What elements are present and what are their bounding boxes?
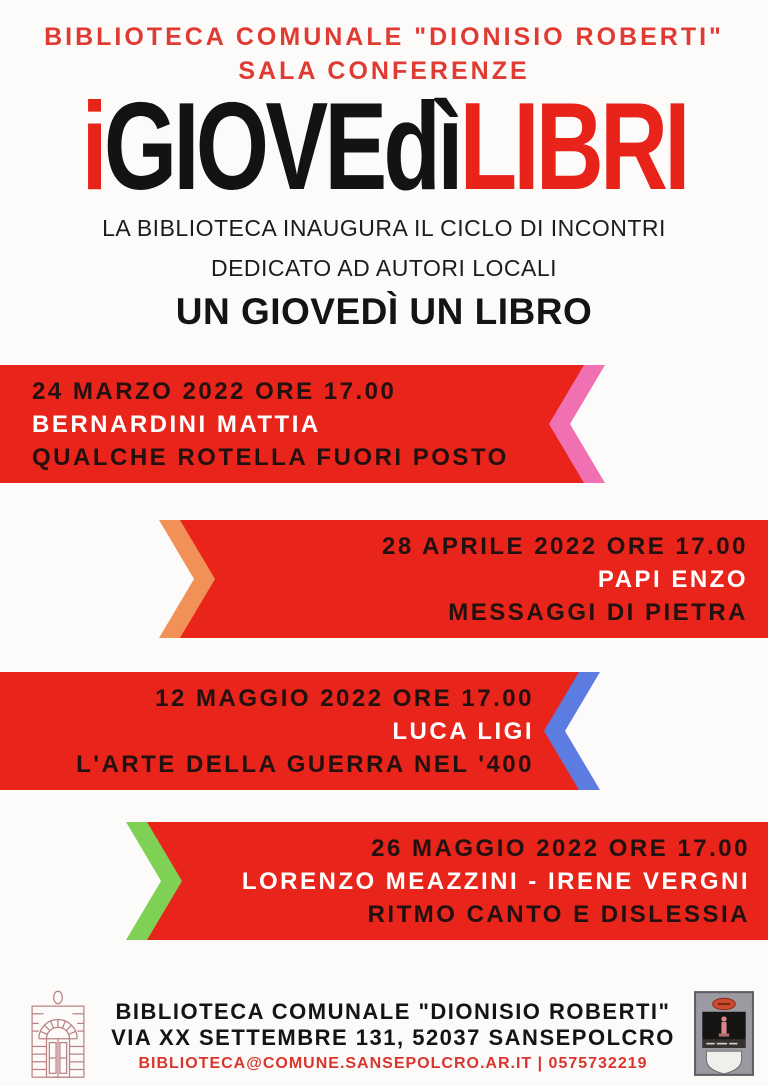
event-author: PAPI ENZO	[597, 565, 748, 593]
event-date: 12 MAGGIO 2022 ORE 17.00	[155, 684, 534, 712]
event-ribbon-4	[120, 822, 768, 940]
sansepolcro-crest-logo	[694, 991, 754, 1081]
event-author: LUCA LIGI	[392, 717, 534, 745]
footer-address: VIA XX SETTEMBRE 131, 52037 SANSEPOLCRO	[111, 1024, 675, 1050]
venue-name: BIBLIOTECA COMUNALE "DIONISIO ROBERTI"	[44, 23, 724, 51]
event-author: BERNARDINI MATTIA	[32, 410, 321, 438]
series-title-part-giovedi: GIOVEdì	[103, 78, 460, 217]
footer-text-block	[92, 999, 694, 1073]
event-book: RITMO CANTO E DISLESSIA	[367, 900, 750, 928]
event-author: LORENZO MEAZZINI - IRENE VERGNI	[241, 867, 750, 895]
event-book: L'ARTE DELLA GUERRA NEL '400	[76, 750, 534, 778]
event-date: 24 MARZO 2022 ORE 17.00	[32, 377, 397, 405]
event-book: MESSAGGI DI PIETRA	[448, 598, 748, 626]
poster-footer	[0, 985, 768, 1086]
event-ribbon-3	[0, 672, 606, 790]
event-ribbon-1	[0, 365, 606, 483]
series-title-part-i: i	[81, 78, 104, 217]
event-date: 26 MAGGIO 2022 ORE 17.00	[371, 834, 750, 862]
event-ribbon-2	[157, 520, 768, 638]
library-portal-logo	[24, 985, 92, 1086]
event-book: QUALCHE ROTELLA FUORI POSTO	[32, 443, 509, 471]
event-date: 28 APRILE 2022 ORE 17.00	[382, 532, 748, 560]
venue-room: SALA CONFERENZE	[238, 57, 530, 85]
intro-line-1: LA BIBLIOTECA INAUGURA IL CICLO DI INCONTRI	[102, 215, 666, 241]
intro-line-2: DEDICATO AD AUTORI LOCALI	[210, 255, 558, 281]
poster-header	[0, 0, 768, 334]
footer-venue-name: BIBLIOTECA COMUNALE "DIONISIO ROBERTI"	[115, 998, 671, 1024]
series-title-part-libri: LIBRI	[459, 78, 687, 217]
series-title	[0, 78, 768, 217]
tagline: UN GIOVEDÌ UN LIBRO	[175, 291, 593, 332]
footer-contact: BIBLIOTECA@COMUNE.SANSEPOLCRO.AR.IT | 0575732219	[138, 1054, 648, 1072]
